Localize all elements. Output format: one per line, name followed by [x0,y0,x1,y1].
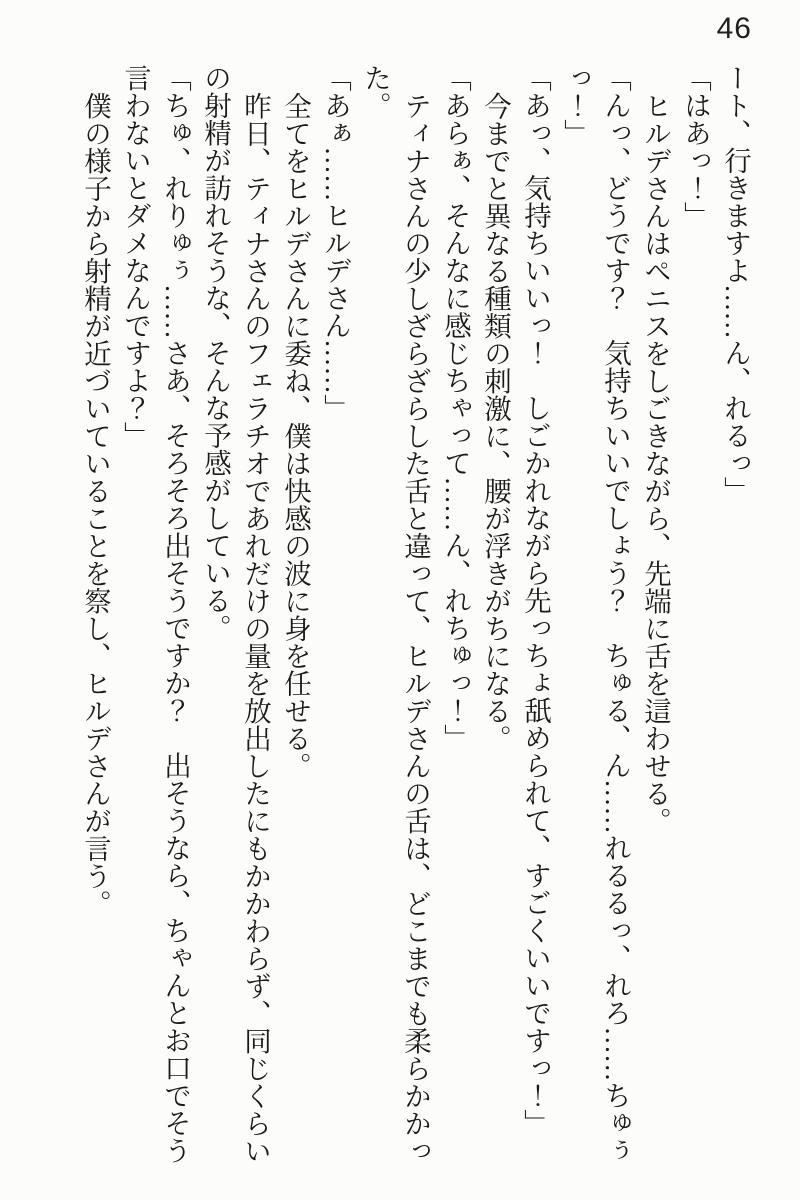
text-column: っ！」 [560,64,591,147]
text-column: 「あらぁ、そんなに感じちゃって……ん、れちゅっ！」 [440,64,471,752]
text-column: ート、行きますよ……ん、れるっ」 [720,64,751,504]
text-column: 「あぁ……ヒルデさん……」 [320,64,351,422]
text-column: 「ちゅ、れりゅぅ……さあ、そろそろ出そうですか？ 出そうなら、ちゃんとお口でそう [160,64,191,1164]
text-column: 言わないとダメなんですよ？」 [120,64,151,449]
text-column: 「んっ、どうです？ 気持ちいいでしょう？ ちゅる、ん……れるるっ、れろ……ちゅぅ [600,64,631,1164]
text-column: 「あっ、気持ちいいっ！ しごかれながら先っちょ舐められて、すごくいいですっ！」 [520,64,551,1137]
text-column: 昨日、ティナさんのフェラチオであれだけの量を放出したにもかかわらず、同じくらい [240,91,271,1164]
text-column: 今までと異なる種類の刺激に、腰が浮きがちになる。 [480,91,511,752]
page-number: 46 [716,12,752,45]
text-column: 全てをヒルデさんに委ね、僕は快感の波に身を任せる。 [280,91,311,779]
text-column: た。 [360,64,391,119]
page-text [75,64,755,1164]
text-column: ティナさんの少しざらざらした舌と違って、ヒルデさんの舌は、どこまでも柔らかかっ [400,91,431,1164]
text-column: ヒルデさんはペニスをしごきながら、先端に舌を這わせる。 [640,91,671,834]
text-column: 僕の様子から射精が近づいていることを察し、ヒルデさんが言う。 [80,91,111,917]
text-column: 「はあっ！」 [680,64,711,229]
text-column: の射精が訪れそうな、そんな予感がしている。 [200,64,231,642]
